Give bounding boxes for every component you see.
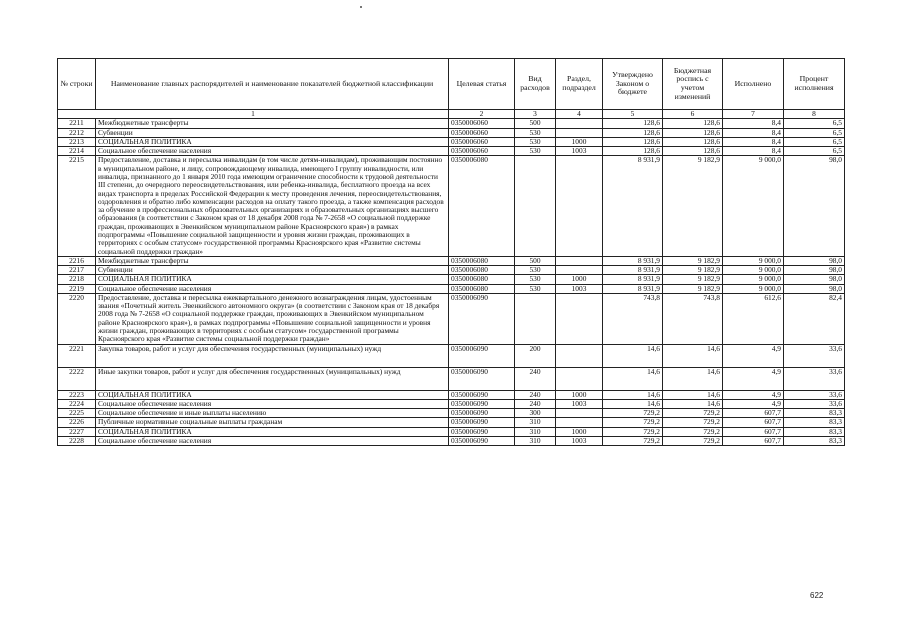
header-expense-type: Вид расходов [515, 59, 556, 110]
table-body [58, 110, 845, 446]
row-section [556, 344, 603, 367]
row-executed: 612,6 [723, 293, 784, 344]
row-percent: 33,6 [784, 344, 845, 367]
column-number-3: 3 [515, 110, 556, 119]
row-executed: 8,4 [723, 147, 784, 156]
row-section: 1000 [556, 137, 603, 146]
table-header [58, 59, 845, 110]
row-number: 2218 [58, 275, 96, 284]
row-expense-type: 240 [515, 390, 556, 399]
row-name: Иные закупки товаров, работ и услуг для обеспечения государственных (муниципальных) нужд [96, 367, 449, 390]
row-budget-list: 128,6 [663, 137, 723, 146]
table-row [58, 367, 845, 390]
row-budget-list: 9 182,9 [663, 266, 723, 275]
row-name: СОЦИАЛЬНАЯ ПОЛИТИКА [96, 427, 449, 436]
row-name: Публичные нормативные социальные выплаты гражданам [96, 418, 449, 427]
row-expense-type: 310 [515, 437, 556, 446]
row-target-article: 0350006090 [449, 427, 515, 436]
row-target-article: 0350006080 [449, 266, 515, 275]
row-number: 2221 [58, 344, 96, 367]
row-approved: 128,6 [603, 119, 663, 128]
row-number: 2227 [58, 427, 96, 436]
row-name: Социальное обеспечение населения [96, 147, 449, 156]
row-executed: 9 000,0 [723, 156, 784, 256]
row-section [556, 256, 603, 265]
row-target-article: 0350006090 [449, 390, 515, 399]
row-name: Закупка товаров, работ и услуг для обеспечения государственных (муниципальных) нужд [96, 344, 449, 367]
row-name: Предоставление, доставка и пересылка ежеквартального денежного вознаграждения лицам, удостоенным звания «Почетный житель Эвенкийского автономного округа» (в соответствии с Законом края от 18 декабря 2008 года № 7-2658 «О социальной поддержке граждан, проживающих в Эвенкийском муниципальном районе Красноярского края»), в рамках подпрограммы «Повышение социальной защищенности и уровня жизни граждан, проживающих в территориях с особым статусом» государственной программы Красноярского края «Развитие системы социальной поддержки граждан» [96, 293, 449, 344]
row-percent: 82,4 [784, 293, 845, 344]
header-percent: Процент исполнения [784, 59, 845, 110]
row-executed: 4,9 [723, 390, 784, 399]
row-section [556, 418, 603, 427]
row-section: 1000 [556, 427, 603, 436]
row-budget-list: 9 182,9 [663, 284, 723, 293]
row-expense-type: 300 [515, 409, 556, 418]
row-target-article: 0350006080 [449, 256, 515, 265]
row-number: 2216 [58, 256, 96, 265]
row-budget-list: 9 182,9 [663, 275, 723, 284]
row-section: 1000 [556, 390, 603, 399]
row-percent: 6,5 [784, 137, 845, 146]
row-percent: 83,3 [784, 409, 845, 418]
row-approved: 14,6 [603, 390, 663, 399]
row-expense-type: 530 [515, 284, 556, 293]
row-number: 2212 [58, 128, 96, 137]
row-section [556, 266, 603, 275]
row-budget-list: 9 182,9 [663, 156, 723, 256]
budget-execution-table [57, 58, 845, 446]
row-section [556, 128, 603, 137]
row-target-article: 0350006090 [449, 367, 515, 390]
row-section: 1003 [556, 437, 603, 446]
table-row [58, 128, 845, 137]
row-name: СОЦИАЛЬНАЯ ПОЛИТИКА [96, 137, 449, 146]
row-name: Субвенции [96, 266, 449, 275]
row-executed: 4,9 [723, 344, 784, 367]
row-name: СОЦИАЛЬНАЯ ПОЛИТИКА [96, 275, 449, 284]
row-executed: 9 000,0 [723, 266, 784, 275]
row-executed: 607,7 [723, 427, 784, 436]
row-percent: 83,3 [784, 418, 845, 427]
table-row [58, 399, 845, 408]
table-row [58, 409, 845, 418]
row-executed: 4,9 [723, 367, 784, 390]
table-row [58, 275, 845, 284]
row-budget-list: 128,6 [663, 147, 723, 156]
row-target-article: 0350006060 [449, 119, 515, 128]
table-row [58, 293, 845, 344]
row-percent: 83,3 [784, 437, 845, 446]
row-expense-type [515, 293, 556, 344]
row-section: 1003 [556, 284, 603, 293]
table-row [58, 147, 845, 156]
row-section [556, 409, 603, 418]
row-number: 2228 [58, 437, 96, 446]
row-executed: 8,4 [723, 119, 784, 128]
row-percent: 6,5 [784, 128, 845, 137]
row-target-article: 0350006060 [449, 128, 515, 137]
row-name: Предоставление, доставка и пересылка инвалидам (в том числе детям-инвалидам), проживающим постоянно в муниципальном районе, и лицу, сопровождающему инвалида, имеющего I группу инвалидности, или инвалида, признанного до 1 января 2010 года имеющим ограничение способности к трудовой деятельности III степени, до очередного переосвидетельствования, или ребенка-инвалида, бесплатного проезда на всех видах транспорта в пределах Российской Федерации к месту проведения лечения, переосвидетельствования, оздоровления и обратно либо компенсации расходов на оплату такого проезда, а также компенсация расходов за обучение в профессиональных образовательных организациях и образовательных организациях высшего образования (в соответствии с Законом края от 18 декабря 2008 года № 7-2658 «О социальной поддержке граждан, проживающих в Эвенкийском муниципальном районе Красноярского края») в рамках подпрограммы «Повышение социальной защищенности и уровня жизни граждан, проживающих в территориях с особым статусом» государственной программы Красноярского края «Развитие системы социальной поддержки граждан» [96, 156, 449, 256]
row-number: 2222 [58, 367, 96, 390]
row-approved: 729,2 [603, 437, 663, 446]
table-row [58, 156, 845, 256]
header-budget-list: Бюджетная роспись с учетом изменений [663, 59, 723, 110]
header-target-article: Целевая статья [449, 59, 515, 110]
row-target-article: 0350006080 [449, 156, 515, 256]
table-row [58, 266, 845, 275]
row-budget-list: 14,6 [663, 344, 723, 367]
table-row [58, 418, 845, 427]
row-executed: 607,7 [723, 418, 784, 427]
row-approved: 128,6 [603, 128, 663, 137]
row-number: 2215 [58, 156, 96, 256]
header-row-no: № строки [58, 59, 96, 110]
row-expense-type: 200 [515, 344, 556, 367]
row-target-article: 0350006090 [449, 399, 515, 408]
row-budget-list: 14,6 [663, 367, 723, 390]
header-section: Раздел, подраздел [556, 59, 603, 110]
row-target-article: 0350006090 [449, 418, 515, 427]
row-approved: 14,6 [603, 344, 663, 367]
row-number: 2214 [58, 147, 96, 156]
column-number-6: 6 [663, 110, 723, 119]
row-section [556, 119, 603, 128]
row-target-article: 0350006080 [449, 284, 515, 293]
row-executed: 607,7 [723, 409, 784, 418]
row-number: 2226 [58, 418, 96, 427]
row-percent: 83,3 [784, 427, 845, 436]
row-percent: 98,0 [784, 284, 845, 293]
row-budget-list: 14,6 [663, 390, 723, 399]
row-section: 1003 [556, 147, 603, 156]
column-number-1: 1 [58, 110, 449, 119]
row-percent: 98,0 [784, 256, 845, 265]
header-approved: Утверждено Законом о бюджете [603, 59, 663, 110]
row-expense-type: 530 [515, 275, 556, 284]
row-name: Социальное обеспечение населения [96, 284, 449, 293]
page-number: 622 [810, 591, 824, 600]
row-section [556, 293, 603, 344]
row-target-article: 0350006060 [449, 147, 515, 156]
row-expense-type: 530 [515, 147, 556, 156]
row-percent: 6,5 [784, 119, 845, 128]
row-percent: 33,6 [784, 390, 845, 399]
row-budget-list: 128,6 [663, 119, 723, 128]
table-row [58, 119, 845, 128]
row-budget-list: 128,6 [663, 128, 723, 137]
table-row [58, 344, 845, 367]
row-expense-type: 500 [515, 256, 556, 265]
row-approved: 729,2 [603, 427, 663, 436]
row-percent: 33,6 [784, 367, 845, 390]
row-number: 2217 [58, 266, 96, 275]
row-budget-list: 729,2 [663, 418, 723, 427]
row-number: 2220 [58, 293, 96, 344]
row-number: 2219 [58, 284, 96, 293]
row-executed: 4,9 [723, 399, 784, 408]
row-percent: 98,0 [784, 266, 845, 275]
row-expense-type: 310 [515, 427, 556, 436]
row-expense-type: 240 [515, 367, 556, 390]
row-number: 2224 [58, 399, 96, 408]
row-name: Межбюджетные трансферты [96, 119, 449, 128]
row-expense-type: 530 [515, 266, 556, 275]
row-approved: 729,2 [603, 418, 663, 427]
row-budget-list: 14,6 [663, 399, 723, 408]
row-approved: 14,6 [603, 399, 663, 408]
row-name: Социальное обеспечение населения [96, 437, 449, 446]
row-expense-type: 530 [515, 137, 556, 146]
table-row [58, 427, 845, 436]
row-target-article: 0350006090 [449, 437, 515, 446]
row-executed: 9 000,0 [723, 284, 784, 293]
column-number-row [58, 110, 845, 119]
row-executed: 9 000,0 [723, 256, 784, 265]
row-percent: 98,0 [784, 156, 845, 256]
row-approved: 8 931,9 [603, 266, 663, 275]
row-number: 2213 [58, 137, 96, 146]
row-expense-type: 500 [515, 119, 556, 128]
header-executed: Исполнено [723, 59, 784, 110]
column-number-2: 2 [449, 110, 515, 119]
row-approved: 729,2 [603, 409, 663, 418]
row-percent: 33,6 [784, 399, 845, 408]
row-expense-type: 530 [515, 128, 556, 137]
column-number-4: 4 [556, 110, 603, 119]
row-section: 1000 [556, 275, 603, 284]
row-executed: 8,4 [723, 137, 784, 146]
row-target-article: 0350006080 [449, 275, 515, 284]
table-row [58, 256, 845, 265]
column-number-8: 8 [784, 110, 845, 119]
row-name: Межбюджетные трансферты [96, 256, 449, 265]
row-target-article: 0350006090 [449, 344, 515, 367]
row-approved: 128,6 [603, 137, 663, 146]
row-name: СОЦИАЛЬНАЯ ПОЛИТИКА [96, 390, 449, 399]
row-number: 2225 [58, 409, 96, 418]
row-budget-list: 9 182,9 [663, 256, 723, 265]
row-expense-type [515, 156, 556, 256]
row-name: Социальное обеспечение и иные выплаты населению [96, 409, 449, 418]
row-approved: 8 931,9 [603, 256, 663, 265]
row-section: 1003 [556, 399, 603, 408]
row-section [556, 156, 603, 256]
row-budget-list: 729,2 [663, 427, 723, 436]
table-row [58, 137, 845, 146]
row-approved: 128,6 [603, 147, 663, 156]
table-row [58, 284, 845, 293]
row-section [556, 367, 603, 390]
row-number: 2211 [58, 119, 96, 128]
row-name: Субвенции [96, 128, 449, 137]
row-percent: 98,0 [784, 275, 845, 284]
row-budget-list: 729,2 [663, 409, 723, 418]
row-name: Социальное обеспечение населения [96, 399, 449, 408]
row-percent: 6,5 [784, 147, 845, 156]
row-approved: 14,6 [603, 367, 663, 390]
row-executed: 9 000,0 [723, 275, 784, 284]
row-approved: 8 931,9 [603, 275, 663, 284]
table-row [58, 437, 845, 446]
row-target-article: 0350006090 [449, 409, 515, 418]
row-approved: 8 931,9 [603, 284, 663, 293]
row-expense-type: 310 [515, 418, 556, 427]
row-approved: 8 931,9 [603, 156, 663, 256]
row-number: 2223 [58, 390, 96, 399]
header-name: Наименование главных распорядителей и наименование показателей бюджетной классификации [96, 59, 449, 110]
scan-speck [360, 6, 362, 8]
row-budget-list: 743,8 [663, 293, 723, 344]
table-row [58, 390, 845, 399]
row-budget-list: 729,2 [663, 437, 723, 446]
row-target-article: 0350006090 [449, 293, 515, 344]
row-approved: 743,8 [603, 293, 663, 344]
row-executed: 8,4 [723, 128, 784, 137]
row-target-article: 0350006060 [449, 137, 515, 146]
column-number-7: 7 [723, 110, 784, 119]
row-executed: 607,7 [723, 437, 784, 446]
column-number-5: 5 [603, 110, 663, 119]
row-expense-type: 240 [515, 399, 556, 408]
